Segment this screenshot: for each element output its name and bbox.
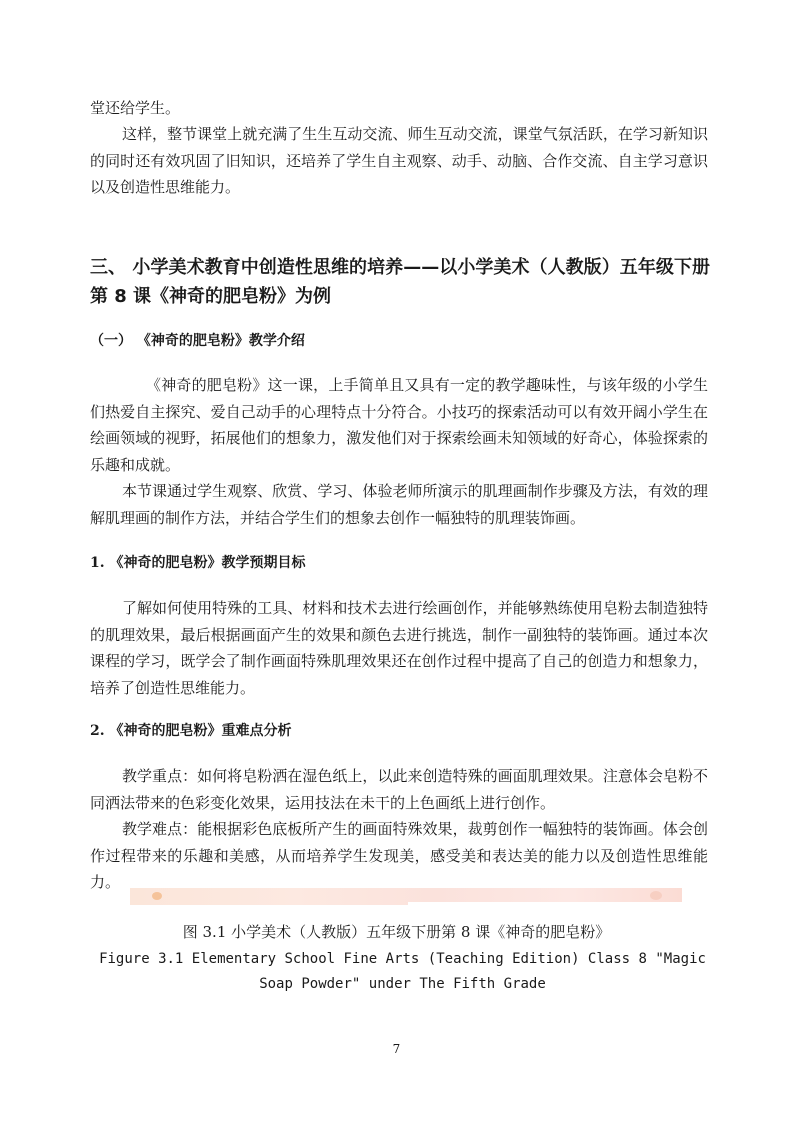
paragraph-lesson-method: 本节课通过学生观察、欣赏、学习、体验老师所演示的肌理画制作步骤及方法，有效的理解肌理画的制作方法，并结合学生们的想象去创作一幅独特的肌理装饰画。 [90,482,708,527]
page-number: 7 [392,1042,401,1056]
figure-caption-english: Figure 3.1 Elementary School Fine Arts (Teaching Edition) Class 8 "Magic Soap Powder" under The Fifth Grade [99,951,706,992]
paragraph-lesson-intro: 《神奇的肥皂粉》这一课，上手简单且又具有一定的教学趣味性，与该年级的小学生们热爱自主探究、爱自己动手的心理特点十分符合。小技巧的探索活动可以有效开阔小学生在绘画领域的视野，拓展他们的想象力，激发他们对于探索绘画未知领域的好奇心，体验探索的乐趣和成就。 [90,376,708,474]
figure-caption-chinese: 图 3.1 小学美术（人教版）五年级下册第 8 课《神奇的肥皂粉》 [182,923,611,941]
paragraph-classroom-summary: 这样，整节课堂上就充满了生生互动交流、师生互动交流，课堂气氛活跃，在学习新知识的同时还有效巩固了旧知识，还培养了学生自主观察、动手、动脑、合作交流、自主学习意识以及创造性思维能力。 [90,125,708,196]
paragraph-continuation: 堂还给学生。 [90,99,181,117]
paragraph-difficult-point: 教学难点：能根据彩色底板所产生的画面特殊效果，裁剪创作一幅独特的装饰画。体会创作过程带来的乐趣和美感，从而培养学生发现美，感受美和表达美的能力以及创造性思维能力。 [90,820,708,891]
figure-edge [408,902,682,905]
figure-image [130,888,682,905]
paragraph-objectives: 了解如何使用特殊的工具、材料和技术去进行绘画创作，并能够熟练使用皂粉去制造独特的肌理效果，最后根据画面产生的效果和颜色去进行挑选，制作一副独特的装饰画。通过本次课程的学习，既学会了制作画面特殊肌理效果还在创作过程中提高了自己的创造力和想象力，培养了创造性思维能力。 [90,599,708,697]
item-heading-key-points: 2. 《神奇的肥皂粉》重难点分析 [90,723,292,739]
figure-color-spot [650,891,662,900]
section-heading-3: 三、 小学美术教育中创造性思维的培养——以小学美术（人教版）五年级下册第 8 课《神奇的肥皂粉》为例 [90,257,710,307]
figure-color-spot [152,892,162,900]
item-heading-objectives: 1. 《神奇的肥皂粉》教学预期目标 [90,555,306,571]
paragraph-key-point: 教学重点：如何将皂粉洒在湿色纸上，以此来创造特殊的画面肌理效果。注意体会皂粉不同洒法带来的色彩变化效果，运用技法在未干的上色画纸上进行创作。 [90,767,708,812]
subsection-heading-1: （一） 《神奇的肥皂粉》教学介绍 [90,333,305,349]
